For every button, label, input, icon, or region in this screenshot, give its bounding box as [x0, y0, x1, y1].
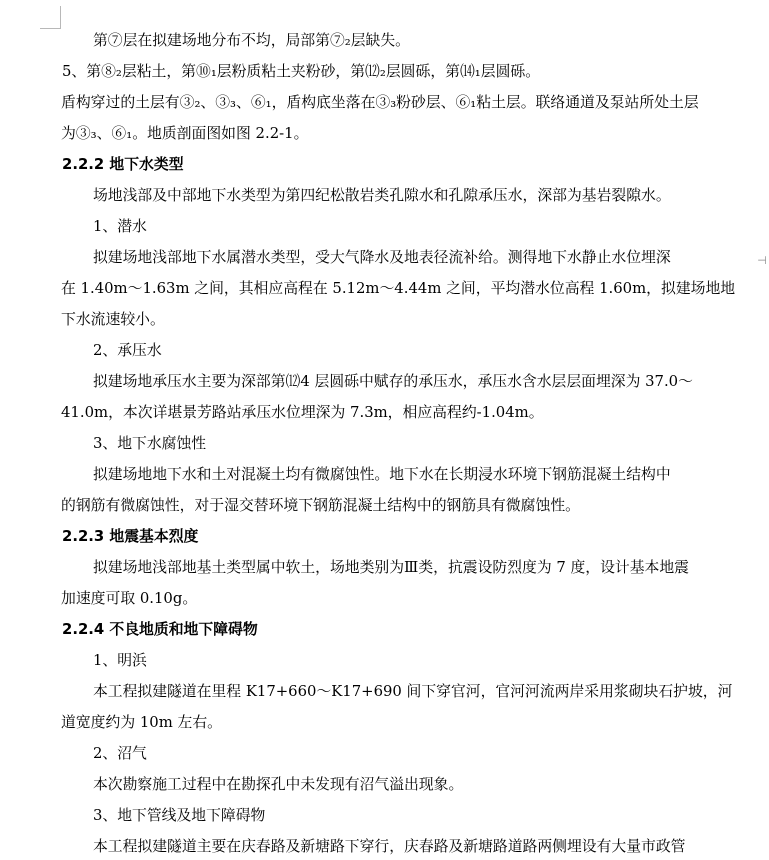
margin-corner-mark	[40, 6, 61, 29]
paragraph-line: 本工程拟建隧道在里程 K17+660～K17+690 间下穿官河，官河河流两岸采用浆砌块石护坡，河	[93, 683, 733, 700]
section-heading: 2.2.4 不良地质和地下障碍物	[62, 621, 258, 638]
paragraph-line: 为③₃、⑥₁。地质剖面图如图 2.2-1。	[61, 125, 309, 142]
subsection-title: 1、潜水	[93, 218, 147, 235]
paragraph-line: 41.0m，本次详堪景芳路站承压水位埋深为 7.3m，相应高程约-1.04m。	[61, 404, 544, 421]
paragraph-anchor-icon[interactable]: ⊣	[757, 254, 767, 267]
paragraph-line: 拟建场地浅部地基土类型属中软土，场地类别为Ⅲ类，抗震设防烈度为 7 度，设计基本地震	[93, 559, 689, 576]
subsection-title: 3、地下管线及地下障碍物	[93, 807, 266, 824]
paragraph-line: 的钢筋有微腐蚀性，对于湿交替环境下钢筋混凝土结构中的钢筋具有微腐蚀性。	[61, 497, 580, 514]
paragraph-line: 拟建场地承压水主要为深部第⑿4 层圆砾中赋存的承压水，承压水含水层层面埋深为 37.0～	[93, 373, 693, 390]
paragraph-line: 拟建场地浅部地下水属潜水类型，受大气降水及地表径流补给。测得地下水静止水位埋深	[93, 249, 671, 266]
section-heading: 2.2.3 地震基本烈度	[62, 528, 199, 545]
subsection-title: 1、明浜	[93, 652, 147, 669]
paragraph-line: 在 1.40m～1.63m 之间，其相应高程在 5.12m～4.44m 之间，平均潜水位高程 1.60m，拟建场地地	[61, 280, 736, 297]
subsection-title: 3、地下水腐蚀性	[93, 435, 207, 452]
paragraph-line: 盾构穿过的土层有③₂、③₃、⑥₁，盾构底坐落在③₃粉砂层、⑥₁粘土层。联络通道及泵站所处土层	[61, 94, 699, 111]
section-heading: 2.2.2 地下水类型	[62, 156, 184, 173]
paragraph-line: 第⑦层在拟建场地分布不均，局部第⑦₂层缺失。	[93, 32, 410, 49]
paragraph-line: 本次勘察施工过程中在勘探孔中未发现有沼气溢出现象。	[93, 776, 464, 793]
paragraph-line: 下水流速较小。	[61, 311, 165, 328]
paragraph-line: 场地浅部及中部地下水类型为第四纪松散岩类孔隙水和孔隙承压水，深部为基岩裂隙水。	[93, 187, 671, 204]
paragraph-line: 拟建场地地下水和土对混凝土均有微腐蚀性。地下水在长期浸水环境下钢筋混凝土结构中	[93, 466, 671, 483]
subsection-title: 2、沼气	[93, 745, 147, 762]
paragraph-line: 加速度可取 0.10g。	[61, 590, 198, 607]
paragraph-line: 本工程拟建隧道主要在庆春路及新塘路下穿行，庆春路及新塘路道路两侧埋设有大量市政管	[93, 838, 686, 855]
paragraph-line: 道宽度约为 10m 左右。	[61, 714, 222, 731]
paragraph-line: 5、第⑧₂层粘土，第⑩₁层粉质粘土夹粉砂，第⑿₂层圆砾，第⒁₁层圆砾。	[62, 63, 541, 80]
subsection-title: 2、承压水	[93, 342, 162, 359]
